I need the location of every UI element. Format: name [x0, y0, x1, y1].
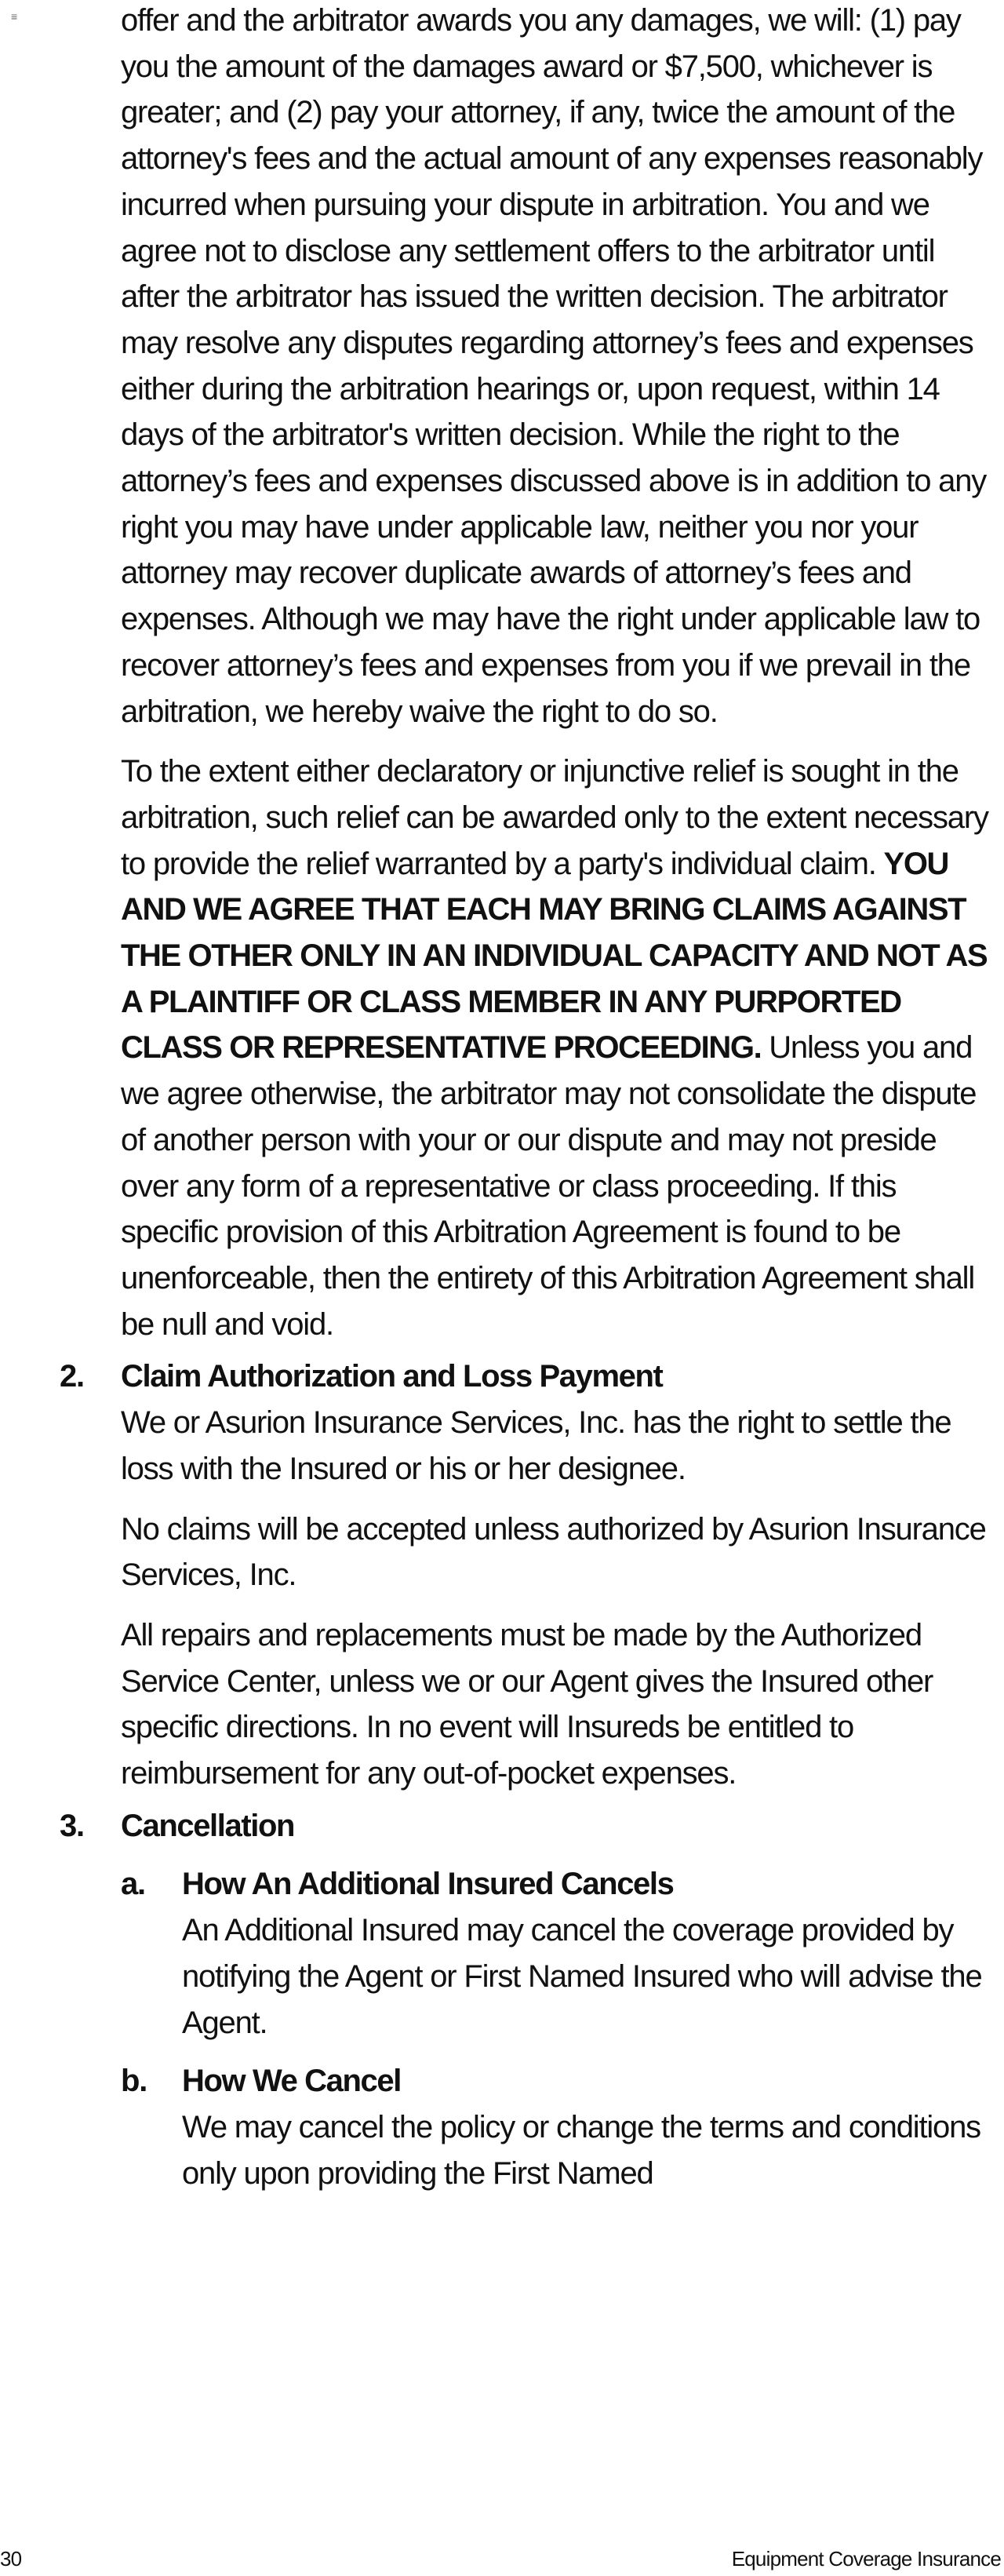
paragraph-settle-loss: We or Asurion Insurance Services, Inc. has the right to settle the loss with the Insured or his or her designee.: [121, 1405, 951, 1486]
subsection-heading: How We Cancel: [182, 2064, 401, 2099]
subsection-text: We may cancel the policy or change the terms and conditions only upon providing the First Named: [182, 2109, 980, 2191]
subsection-additional-insured-cancels: [121, 1861, 991, 2046]
section-number: 3.: [60, 1808, 84, 1843]
paragraph-class-waiver: [121, 749, 991, 1347]
document-body: [60, 0, 991, 2196]
subsection-text: An Additional Insured may cancel the coverage provided by notifying the Agent or First Named Insured who will advise the Agent.: [182, 1913, 982, 2040]
subsection-heading: How An Additional Insured Cancels: [182, 1867, 674, 1902]
section-claim-authorization: [60, 1354, 991, 1796]
section-heading: Cancellation: [121, 1808, 295, 1843]
subsection-letter: b.: [121, 2064, 147, 2099]
section-heading: Claim Authorization and Loss Payment: [121, 1359, 663, 1394]
subsection-letter: a.: [121, 1867, 145, 1902]
corner-mark: ≡: [11, 10, 18, 23]
paragraph-attorney-fees: offer and the arbitrator awards you any damages, we will: (1) pay you the amount of the damages award or $7,500, whichever is greater; and (2) pay your attorney, if any, twice the amount of the attorney's fees and the actual amount of any expenses reasonably incurred when pursuing your dispute in arbitration. You and we agree not to disclose any settlement offers to the arbitrator until after the arbitrator has issued the written decision. The arbitrator may resolve any disputes regarding attorney’s fees and expenses either during the arbitration hearings or, upon request, within 14 days of the arbitrator's written decision. While the right to the attorney’s fees and expenses discussed above is in addition to any right you may have under applicable law, neither you nor your attorney may recover duplicate awards of attorney’s fees and expenses. Although we may have the right under applicable law to recover attorney’s fees and expenses from you if we prevail in the arbitration, we hereby waive the right to do so.: [121, 3, 987, 729]
section-number: 2.: [60, 1359, 84, 1394]
paragraph-repairs: All repairs and replacements must be made by the Authorized Service Center, unless we or our Agent gives the Insured other specific directions. In no event will Insureds be entitled to reimbursement for any out-of-pocket expenses.: [121, 1617, 933, 1791]
page-number: 30: [0, 2547, 22, 2571]
class-waiver-emphasis: YOU AND WE AGREE THAT EACH MAY BRING CLAIMS AGAINST THE OTHER ONLY IN AN INDIVIDUAL CAPACITY AND NOT AS A PLAINTIFF OR CLASS MEMBER IN ANY PURPORTED CLASS OR REPRESENTATIVE PROCEEDING.: [121, 846, 988, 1066]
paragraph-text: Unless you and we agree otherwise, the arbitrator may not consolidate the dispute of another person with your or our dispute and may not preside over any form of a representative or class proceeding. If this specific provision of this Arbitration Agreement is found to be unenforceable, then the entirety of this Arbitration Agreement shall be null and void.: [121, 1030, 977, 1342]
paragraph-text: To the extent either declaratory or injunctive relief is sought in the arbitration, such relief can be awarded only to the extent necessary to provide the relief warranted by a party's individual claim.: [121, 754, 988, 881]
paragraph-claims-authorized: No claims will be accepted unless authorized by Asurion Insurance Services, Inc.: [121, 1511, 986, 1593]
footer-title: Equipment Coverage Insurance: [731, 2547, 1001, 2571]
section-cancellation: [60, 1803, 991, 2197]
subsection-how-we-cancel: [121, 2058, 991, 2196]
